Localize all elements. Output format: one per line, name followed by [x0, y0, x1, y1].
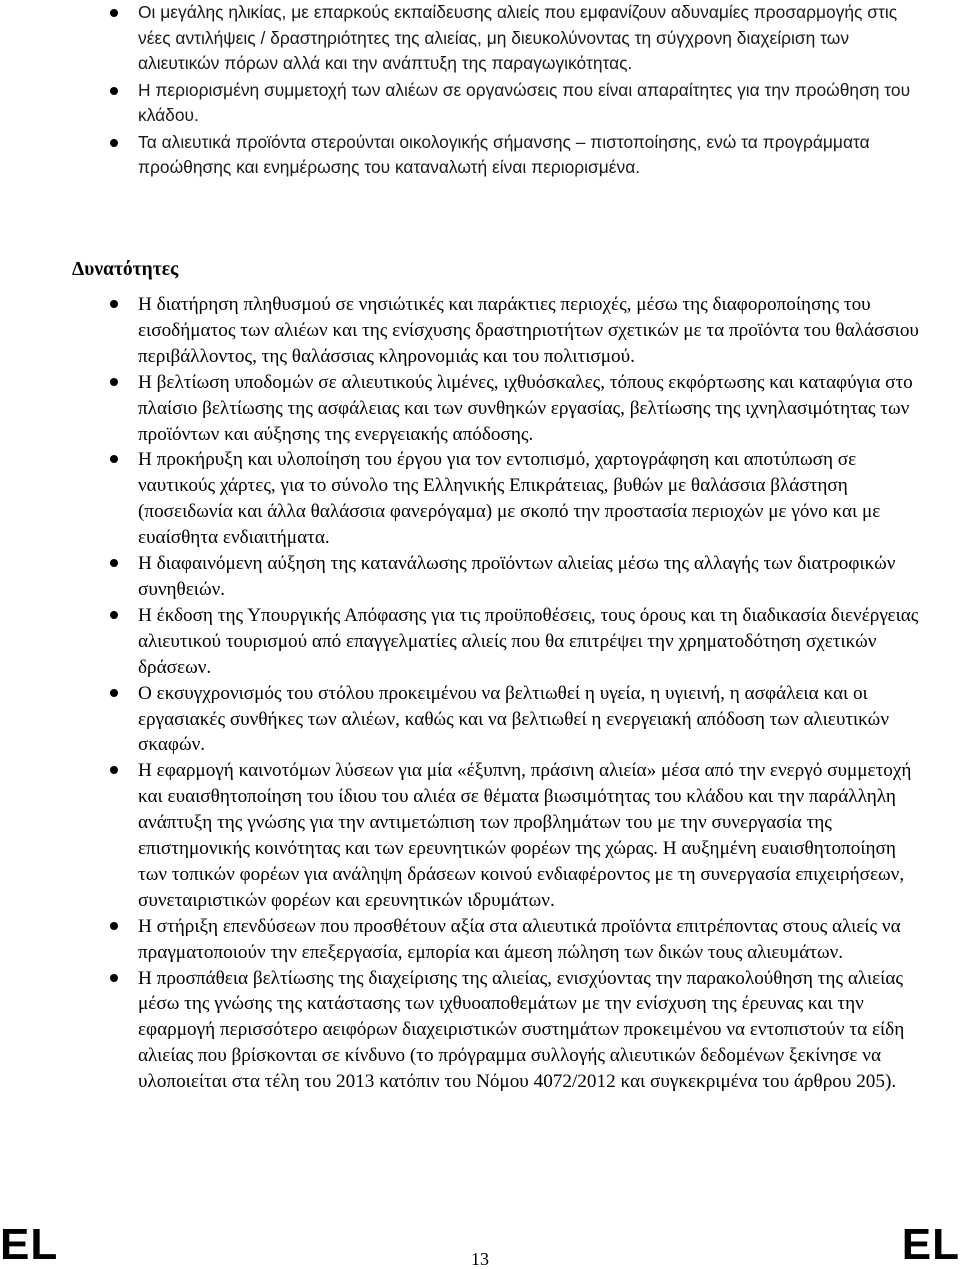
bullet-icon: [110, 766, 118, 774]
bullet-icon: [110, 974, 118, 982]
list-item: [0, 447, 960, 551]
list-item-text: Τα αλιευτικά προϊόντα στερούνται οικολογικής σήμανσης – πιστοποίησης, ενώ τα προγράμματα προώθησης και ενημέρωσης του καταναλωτή είναι περιορισμένα.: [138, 131, 870, 177]
list-item: [0, 603, 960, 681]
list-item-text: Η προκήρυξη και υλοποίηση του έργου για τον εντοπισμό, χαρτογράφηση και αποτύπωση σε ναυτικούς χάρτες, για το σύνολο της Ελληνικής Επικράτειας, βυθών με θαλάσσια βλάστηση (ποσειδωνία και άλλα θαλάσσια φανερόγαμα) με σκοπό την προστασία περιοχών με γόνο και με ευαίσθητα ενδιαιτήματα.: [138, 449, 881, 549]
list-item: [0, 551, 960, 603]
weaknesses-list: [0, 0, 960, 182]
list-item-text: Η στήριξη επενδύσεων που προσθέτουν αξία στα αλιευτικά προϊόντα επιτρέποντας στους αλιείς να πραγματοποιούν την επεξεργασία, εμπορία και άμεση πώληση των δικών τους αλιευμάτων.: [138, 915, 901, 963]
bullet-icon: [110, 9, 118, 17]
bullet-icon: [110, 559, 118, 567]
list-item: [0, 681, 960, 759]
footer-language-mark-right: EL: [901, 1220, 960, 1269]
list-item: [0, 292, 960, 370]
list-item-text: Οι μεγάλης ηλικίας, με επαρκούς εκπαίδευσης αλιείς που εμφανίζουν αδυναμίες προσαρμογής στις νέες αντιλήψεις / δραστηριότητες της αλιείας, μη διευκολύνοντας τη σύγχρονη διαχείριση των αλιευτικών πόρων αλλά και την ανάπτυξη της παραγωγικότητας.: [138, 2, 898, 73]
bullet-icon: [110, 378, 118, 386]
opportunities-list: [0, 292, 960, 1095]
bullet-icon: [110, 87, 118, 95]
list-item-text: Η διαφαινόμενη αύξηση της κατανάλωσης προϊόντων αλιείας μέσω της αλλαγής των διατροφικών συνηθειών.: [138, 553, 896, 600]
list-item: [0, 78, 960, 129]
list-item-text: Η περιορισμένη συμμετοχή των αλιέων σε οργανώσεις που είναι απαραίτητες για την προώθηση του κλάδου.: [138, 79, 911, 125]
bullet-icon: [110, 611, 118, 619]
page-number: 13: [471, 1249, 489, 1269]
list-item: [0, 370, 960, 448]
bullet-icon: [110, 922, 118, 930]
list-item-text: Η διατήρηση πληθυσμού σε νησιώτικές και παράκτιες περιοχές, μέσω της διαφοροποίησης του εισοδήματος των αλιέων και της ενίσχυσης δραστηριοτήτων σχετικών με τα προϊόντα του θαλάσσιου περιβάλλοντος, της θαλάσσιας κληρονομιάς και του πολιτισμού.: [138, 294, 919, 367]
list-item: [0, 130, 960, 181]
bullet-icon: [110, 300, 118, 308]
list-item-text: Η βελτίωση υποδομών σε αλιευτικούς λιμένες, ιχθυόσκαλες, τόπους εκφόρτωσης και καταφύγια στο πλαίσιο βελτίωσης της ασφάλειας και των συνθηκών εργασίας, βελτίωσης της ιχνηλασιμότητας των προϊόντων και αύξησης της ενεργειακής απόδοσης.: [138, 371, 913, 445]
list-item: [0, 0, 960, 77]
bullet-icon: [110, 689, 118, 697]
section-heading: Δυνατότητες: [72, 259, 179, 280]
list-item-text: Η προσπάθεια βελτίωσης της διαχείρισης της αλιείας, ενισχύοντας την παρακολούθηση της αλιείας μέσω της γνώσης της κατάστασης των ιχθυοαποθεμάτων με την ενίσχυση της έρευνας και την εφαρμογή περισσότερο αειφόρων διαχειριστικών συστημάτων προκειμένου να εντοπιστούν τα είδη αλιείας που βρίσκονται σε κίνδυνο (το πρόγραμμα συλλογής αλιευτικών δεδομένων ξεκίνησε να υλοποιείται στα τέλη του 2013 κατόπιν του Νόμου 4072/2012 και συγκεκριμένα του άρθρου 205).: [138, 967, 905, 1093]
list-item-text: Η εφαρμογή καινοτόμων λύσεων για μία «έξυπνη, πράσινη αλιεία» μέσα από την ενεργό συμμετοχή και ευαισθητοποίηση του ίδιου του αλιέα σε θέματα βιωσιμότητας του κλάδου και την παράλληλη ανάπτυξη της γνώσης για την αντιμετώπιση των προβλημάτων του με την συνεργασία της επιστημονικής κοινότητας και των ερευνητικών φορέων της χώρας. Η αυξημένη ευαισθητοποίηση των τοπικών φορέων για ανάληψη δράσεων κοινού ενδιαφέροντος με τη συνεργασία επιχειρήσεων, συνεταιριστικών φορέων και ερευνητικών ιδρυμάτων.: [138, 760, 912, 911]
list-item: [0, 914, 960, 966]
list-item-text: Ο εκσυγχρονισμός του στόλου προκειμένου να βελτιωθεί η υγεία, η υγιεινή, η ασφάλεια και οι εργασιακές συνθήκες των αλιέων, καθώς και να βελτιωθεί η ενεργειακή απόδοση των αλιευτικών σκαφών.: [138, 682, 889, 756]
list-item-text: Η έκδοση της Υπουργικής Απόφασης για τις προϋποθέσεις, τους όρους και τη διαδικασία διενέργειας αλιευτικού τουρισμού από επαγγελματίες αλιείς που θα επιτρέψει την χρηματοδότηση σχετικών δράσεων.: [138, 604, 919, 678]
list-item: [0, 758, 960, 913]
footer-language-mark-left: EL: [0, 1220, 59, 1269]
list-item: [0, 966, 960, 1096]
bullet-icon: [110, 139, 118, 147]
bullet-icon: [110, 455, 118, 463]
